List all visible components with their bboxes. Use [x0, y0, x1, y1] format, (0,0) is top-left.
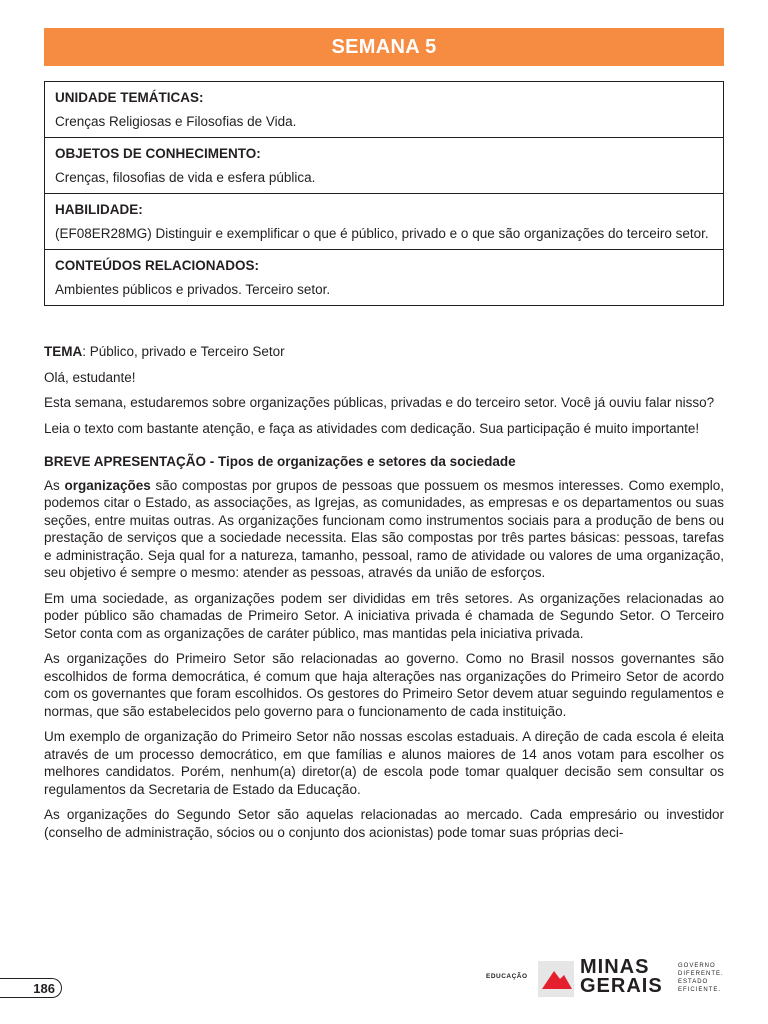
body-paragraph — [44, 477, 724, 582]
greeting: Olá, estudante! — [44, 369, 136, 385]
page-number-tab — [0, 978, 62, 998]
wordmark-line-1: MINAS — [580, 956, 650, 978]
info-body: Crenças Religiosas e Filosofias de Vida. — [55, 114, 297, 129]
info-heading: CONTEÚDOS RELACIONADOS: — [55, 258, 260, 273]
info-row — [45, 137, 723, 193]
tagline-line: ESTADO — [678, 979, 709, 985]
paragraph-rest: são compostas por grupos de pessoas que possuem os mesmos interesses. Como exemplo, podemos citar o Estado, as associações, as Igrejas, as comunidades, as empresas e os departamentos ou suas seções, entre muitas outras. As organizações funcionam como instrumentos sociais para a produção de bens ou prestação de serviços que a sociedade necessita. Elas são compostas por três partes básicas: pessoas, tarefas e administração. Seja qual for a natureza, tamanho, pessoal, ramo de atividade ou valores de uma organização, seu objetivo é sempre o mesmo: atender as pessoas, através da união de esforços. — [44, 477, 724, 580]
info-body: Ambientes públicos e privados. Terceiro setor. — [55, 282, 331, 297]
intro-paragraph: Leia o texto com bastante atenção, e faça as atividades com dedicação. Sua participação é muito importante! — [44, 420, 700, 436]
tagline-line: EFICIENTE. — [678, 987, 722, 993]
tagline-line: DIFERENTE. — [678, 971, 724, 977]
info-row — [45, 193, 723, 249]
tema-text: : Público, privado e Terceiro Setor — [82, 344, 285, 359]
education-label: EDUCAÇÃO — [486, 973, 528, 980]
minas-gerais-logo-icon — [538, 961, 574, 997]
body-paragraph: As organizações do Segundo Setor são aquelas relacionadas ao mercado. Cada empresário ou investidor (conselho de administração, sócios ou o conjunto dos acionistas) pode tomar suas próprias deci- — [44, 807, 724, 840]
week-banner — [44, 28, 724, 66]
tema-label: TEMA — [44, 344, 83, 359]
info-body: Crenças, filosofias de vida e esfera pública. — [55, 170, 316, 185]
tagline-line: GOVERNO — [678, 963, 716, 969]
body-paragraph: As organizações do Primeiro Setor são relacionadas ao governo. Como no Brasil nossos governantes são escolhidos de forma democrática, é comum que haja alterações nas organizações do Primeiro Setor de acordo com os governantes que foram escolhidos. Os gestores do Primeiro Setor devem atuar seguindo regulamentos e normas, que são estabelecidos pelo governo para o funcionamento de cada instituição. — [44, 651, 724, 719]
info-table — [44, 81, 724, 306]
wordmark-line-2: GERAIS — [580, 975, 663, 997]
paragraph-start: As — [44, 477, 65, 493]
info-heading: HABILIDADE: — [55, 202, 143, 217]
section-title: BREVE APRESENTAÇÃO - Tipos de organizações e setores da sociedade — [44, 454, 516, 469]
info-body: (EF08ER28MG) Distinguir e exemplificar o que é público, privado e o que são organizações do terceiro setor. — [55, 226, 709, 241]
main-content — [44, 343, 724, 849]
info-row — [45, 249, 723, 305]
intro-paragraph: Esta semana, estudaremos sobre organizações públicas, privadas e do terceiro setor. Você já ouviu falar nisso? — [44, 395, 715, 410]
week-title: SEMANA 5 — [331, 35, 437, 58]
body-paragraph: Um exemplo de organização do Primeiro Setor não nossas escolas estaduais. A direção de cada escola é eleita através de um processo democrático, em que famílias e alunos maiores de 14 anos votam para escolher os melhores candidatos. Porém, nenhum(a) diretor(a) de escola pode tomar qualquer decisão sem consultar os regulamentos da Secretaria de Estado da Educação. — [44, 729, 724, 797]
tema-line — [44, 343, 724, 361]
government-tagline — [678, 962, 724, 994]
info-row — [45, 82, 723, 137]
keyword-organizacoes: organizações — [64, 477, 151, 493]
minas-gerais-wordmark — [580, 958, 663, 996]
body-paragraph: Em uma sociedade, as organizações podem ser divididas em três setores. As organizações relacionadas ao poder público são chamadas de Primeiro Setor. A iniciativa privada é chamada de Segundo Setor. O Terceiro Setor conta com as organizações de caráter público, mas mantidas pela iniciativa privada. — [44, 590, 724, 641]
info-heading: OBJETOS DE CONHECIMENTO: — [55, 146, 261, 161]
info-heading: UNIDADE TEMÁTICAS: — [55, 90, 204, 105]
page-number: 186 — [33, 980, 55, 996]
